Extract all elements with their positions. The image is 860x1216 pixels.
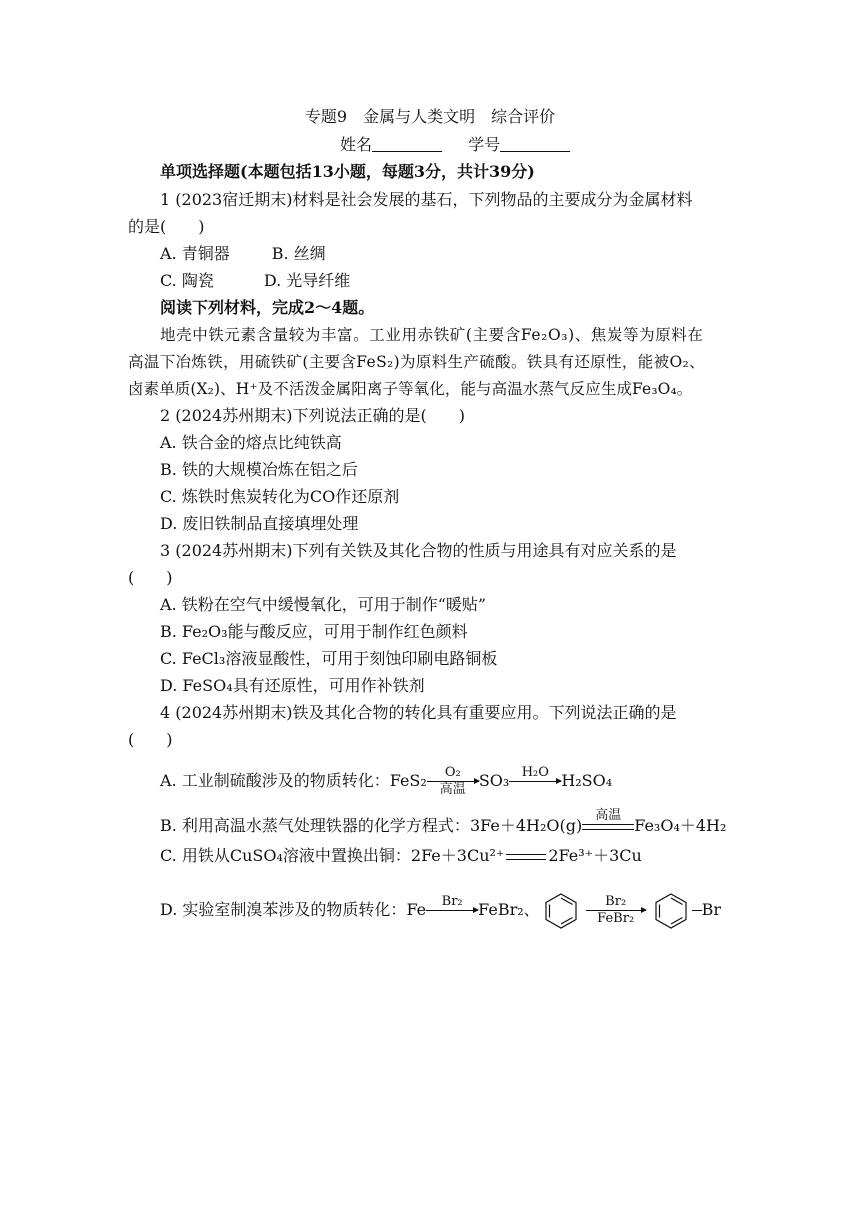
q4-a-product: H₂SO₄ <box>561 771 613 790</box>
q4-d-reactant: Fe <box>406 900 427 919</box>
section-heading: 单项选择题(本题包括13小题，每题3分，共计39分) <box>160 162 535 181</box>
q3-option-a[interactable]: A. 铁粉在空气中缓慢氧化，可用于制作“暖贴” <box>160 595 487 614</box>
reaction-arrow-icon <box>426 894 478 927</box>
q4-b-left: 3Fe＋4H₂O(g) <box>469 816 583 835</box>
q2-option-c[interactable]: C. 炼铁时焦炭转化为CO作还原剂 <box>160 487 400 506</box>
q4-c-left: 2Fe＋3Cu²⁺ <box>410 846 505 865</box>
q2-option-b[interactable]: B. 铁的大规模冶炼在铝之后 <box>160 460 358 479</box>
equal-sign-icon <box>506 854 546 860</box>
name-blank[interactable] <box>372 137 442 152</box>
q4-c-text: C. 用铁从CuSO₄溶液中置换出铜： <box>160 846 411 865</box>
bromine-label: Br <box>701 900 722 919</box>
q4-option-c[interactable] <box>160 845 642 867</box>
benzene-ring-icon <box>540 890 582 932</box>
q3-option-c[interactable]: C. FeCl₃溶液显酸性，可用于刻蚀印刷电路铜板 <box>160 649 498 668</box>
q4-d-intermediate: FeBr₂、 <box>478 900 540 919</box>
page-title: 专题9 金属与人类文明 综合评价 <box>304 107 556 126</box>
arrow-condition-above: Br₂ <box>605 894 627 909</box>
id-label: 学号 <box>468 135 501 154</box>
q1-option-b[interactable]: B. 丝绸 <box>271 244 326 263</box>
q1-stem-line1: 1 (2023宿迁期末)材料是社会发展的基石，下列物品的主要成分为金属材料 <box>160 190 693 209</box>
q4-b-right: Fe₃O₄＋4H₂ <box>634 816 727 835</box>
q4-a-text: A. 工业制硫酸涉及的物质转化： <box>160 771 390 790</box>
q4-stem-line1: 4 (2024苏州期末)铁及其化合物的转化具有重要应用。下列说法正确的是 <box>160 703 677 722</box>
q4-b-text: B. 利用高温水蒸气处理铁器的化学方程式： <box>160 816 470 835</box>
q1-options-row1 <box>160 243 326 265</box>
material-heading: 阅读下列材料，完成2～4题。 <box>160 298 375 317</box>
q4-stem-line2: ( ) <box>128 730 173 749</box>
q1-option-c[interactable]: C. 陶瓷 <box>160 271 214 290</box>
bromobenzene-ring-icon <box>650 890 692 932</box>
student-info <box>340 134 570 156</box>
q2-option-a[interactable]: A. 铁合金的熔点比纯铁高 <box>160 433 342 452</box>
name-label: 姓名 <box>340 135 373 154</box>
q1-stem-line2: 的是( ) <box>128 217 205 236</box>
arrow-condition-above: Br₂ <box>441 894 463 909</box>
q4-option-a[interactable] <box>160 757 612 805</box>
reaction-arrow-icon <box>509 765 561 798</box>
q4-d-text: D. 实验室制溴苯涉及的物质转化： <box>160 900 407 919</box>
q1-option-d[interactable]: D. 光导纤维 <box>263 271 351 290</box>
q3-stem-line2: ( ) <box>128 568 173 587</box>
q3-stem-line1: 3 (2024苏州期末)下列有关铁及其化合物的性质与用途具有对应关系的是 <box>160 541 677 560</box>
equal-sign-icon <box>582 808 634 846</box>
arrow-condition-above: H₂O <box>521 765 549 780</box>
q4-c-right: 2Fe³⁺＋3Cu <box>548 846 642 865</box>
q4-option-b[interactable] <box>160 806 726 846</box>
q3-option-b[interactable]: B. Fe₂O₃能与酸反应，可用于制作红色颜料 <box>160 622 468 641</box>
reaction-arrow-icon <box>586 894 646 927</box>
bond-line <box>692 910 702 911</box>
q1-option-a[interactable]: A. 青铜器 <box>160 244 230 263</box>
q4-a-reactant: FeS₂ <box>389 771 427 790</box>
q2-option-d[interactable]: D. 废旧铁制品直接填埋处理 <box>160 514 359 533</box>
q4-option-d[interactable] <box>160 880 721 940</box>
material-line1: 地壳中铁元素含量较为丰富。工业用赤铁矿(主要含Fe₂O₃)、焦炭等为原料在 <box>160 326 704 344</box>
material-line2: 高温下冶炼铁，用硫铁矿(主要含FeS₂)为原料生产硫酸。铁具有还原性，能被O₂、 <box>128 353 705 371</box>
q4-a-intermediate: SO₃ <box>478 771 510 790</box>
arrow-condition-below: 高温 <box>439 782 466 797</box>
arrow-condition-below: FeBr₂ <box>597 911 635 926</box>
q2-stem: 2 (2024苏州期末)下列说法正确的是( ) <box>160 406 465 425</box>
q1-options-row2 <box>160 270 350 292</box>
reaction-arrow-icon <box>427 765 479 798</box>
id-blank[interactable] <box>500 137 570 152</box>
q3-option-d[interactable]: D. FeSO₄具有还原性，可用作补铁剂 <box>160 676 425 695</box>
material-line3: 卤素单质(X₂)、H⁺及不活泼金属阳离子等氧化，能与高温水蒸气反应生成Fe₃O₄。 <box>128 380 693 398</box>
equation-condition: 高温 <box>595 807 622 823</box>
arrow-condition-above: O₂ <box>444 765 461 780</box>
